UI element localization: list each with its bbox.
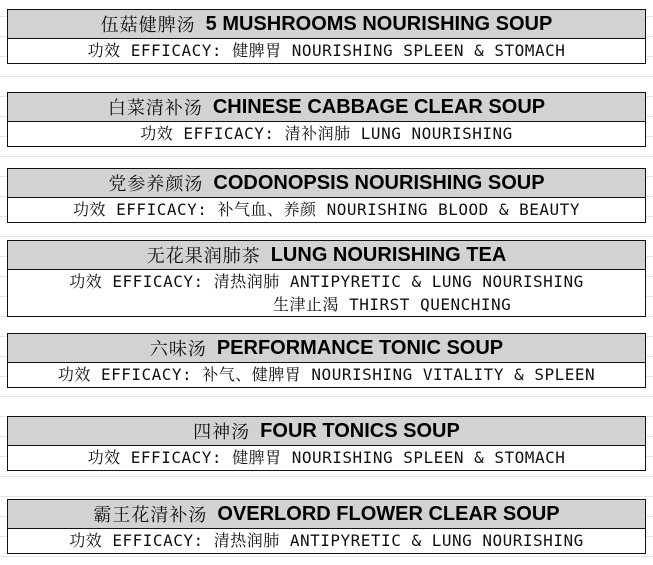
soup-english-name: CHINESE CABBAGE CLEAR SOUP: [212, 95, 546, 118]
soup-title-row: [8, 417, 645, 446]
soup-card-codonopsis: [7, 168, 646, 223]
soup-efficacy: 功效 EFFICACY: 健脾胃 NOURISHING SPLEEN & STOMACH: [87, 41, 566, 60]
soup-efficacy-line-2: 生津止渴 THIRST QUENCHING: [273, 295, 512, 314]
soup-english-name: FOUR TONICS SOUP: [260, 419, 460, 442]
soup-chinese-name: 白菜清补汤: [107, 98, 203, 119]
soup-card-lung-tea: [7, 240, 646, 317]
soup-card-four-tonics: [7, 416, 646, 471]
soup-title-row: [8, 93, 645, 122]
soup-english-name: PERFORMANCE TONIC SOUP: [216, 336, 504, 359]
soup-title-row: [8, 334, 645, 363]
soup-efficacy: 功效 EFFICACY: 补气血、养颜 NOURISHING BLOOD & BEAUTY: [73, 200, 580, 219]
soup-efficacy: 功效 EFFICACY: 清热润肺 ANTIPYRETIC & LUNG NOURISHING: [69, 531, 584, 550]
soup-chinese-name: 四神汤: [193, 422, 251, 443]
soup-chinese-name: 伍菇健脾汤: [100, 15, 196, 36]
soup-english-name: CODONOPSIS NOURISHING SOUP: [213, 171, 545, 194]
soup-title-row: [8, 169, 645, 198]
soup-card-5-mushrooms: [7, 9, 646, 64]
soup-english-name: 5 MUSHROOMS NOURISHING SOUP: [205, 12, 553, 35]
soup-title-row: [8, 500, 645, 529]
soup-title-row: [8, 241, 645, 270]
soup-chinese-name: 霸王花清补汤: [93, 505, 208, 526]
soup-efficacy: 功效 EFFICACY: 清补润肺 LUNG NOURISHING: [140, 124, 513, 143]
soup-english-name: LUNG NOURISHING TEA: [270, 243, 507, 266]
soup-card-chinese-cabbage: [7, 92, 646, 147]
soup-efficacy: 功效 EFFICACY: 健脾胃 NOURISHING SPLEEN & STOMACH: [87, 448, 566, 467]
soup-chinese-name: 无花果润肺茶: [146, 246, 261, 267]
soup-efficacy: 功效 EFFICACY: 清热润肺 ANTIPYRETIC & LUNG NOURISHING: [69, 272, 584, 291]
soup-chinese-name: 六味汤: [149, 339, 207, 360]
soup-card-overlord-flower: [7, 499, 646, 554]
soup-title-row: [8, 10, 645, 39]
soup-card-performance-tonic: [7, 333, 646, 388]
soup-chinese-name: 党参养颜汤: [108, 174, 204, 195]
soup-english-name: OVERLORD FLOWER CLEAR SOUP: [217, 502, 560, 525]
soup-efficacy: 功效 EFFICACY: 补气、健脾胃 NOURISHING VITALITY & SPLEEN: [57, 365, 596, 384]
